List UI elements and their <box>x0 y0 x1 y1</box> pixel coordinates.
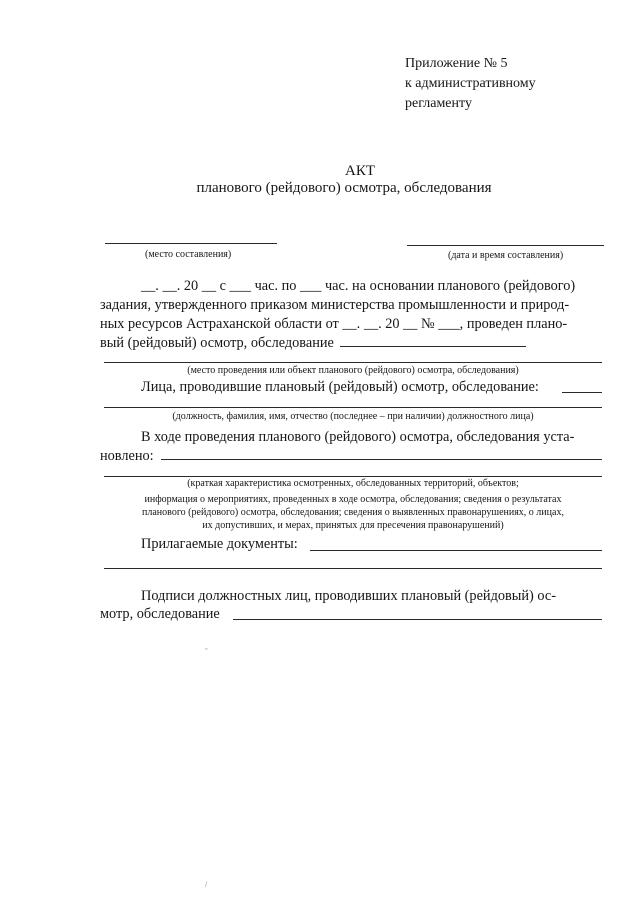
body-line-1: __. __. 20 __ с ___ час. по ___ час. на основании планового (рейдового) <box>141 278 576 294</box>
appendix-block <box>405 54 536 114</box>
inspection-place-caption: (место проведения или объект планового (рейдового) осмотра, обследования) <box>187 365 519 376</box>
established-caption-2: информация о мероприятиях, проведенных в ходе осмотра, обследования; сведения о результатах <box>144 494 562 505</box>
established-caption-4: их допустивших, и мерах, принятых для пресечения правонарушений) <box>202 520 504 531</box>
persons-caption: (должность, фамилия, имя, отчество (последнее – при наличии) должностного лица) <box>172 411 534 422</box>
document-title: АКТ <box>345 163 375 179</box>
attached-docs-field-line-1[interactable] <box>310 550 602 551</box>
persons-field-line-2[interactable] <box>104 407 602 408</box>
established-line-2: новлено: <box>100 448 154 464</box>
body-line-4: вый (рейдовый) осмотр, обследование <box>100 335 334 351</box>
appendix-line-2: к административному <box>405 76 536 91</box>
attached-docs-field-line-2[interactable] <box>104 568 602 569</box>
place-caption: (место составления) <box>145 249 232 260</box>
datetime-caption: (дата и время составления) <box>448 250 564 261</box>
signatures-field-line[interactable] <box>233 619 602 620</box>
appendix-number: Приложение № 5 <box>405 56 508 71</box>
persons-field-line-1[interactable] <box>562 392 602 393</box>
attached-docs-label: Прилагаемые документы: <box>141 536 298 552</box>
signatures-line-1: Подписи должностных лиц, проводивших плановый (рейдовый) ос- <box>141 588 556 604</box>
established-field-line-1[interactable] <box>161 459 602 460</box>
persons-label: Лица, проводившие плановый (рейдовый) осмотр, обследование: <box>141 379 539 395</box>
inspection-field-line-2[interactable] <box>104 362 602 363</box>
body-line-3: ных ресурсов Астраханской области от __. __. 20 __ № ___, проведен плано- <box>100 316 568 332</box>
established-caption-1: (краткая характеристика осмотренных, обследованных территорий, объектов; <box>187 478 519 489</box>
established-line-1: В ходе проведения планового (рейдового) осмотра, обследования уста- <box>141 429 575 445</box>
scan-speck: / <box>205 880 208 889</box>
datetime-field-line[interactable] <box>407 245 604 246</box>
document-subtitle: планового (рейдового) осмотра, обследования <box>196 180 492 196</box>
signatures-line-2: мотр, обследование <box>100 606 220 622</box>
body-line-2: задания, утвержденного приказом министерства промышленности и природ- <box>100 297 570 313</box>
established-field-line-2[interactable] <box>104 476 602 477</box>
place-field-line[interactable] <box>105 243 277 244</box>
inspection-field-line-1[interactable] <box>340 346 526 347</box>
appendix-line-3: регламенту <box>405 96 472 111</box>
scan-speck: ˇ <box>205 647 208 656</box>
established-caption-3: планового (рейдового) осмотра, обследования; сведения о выявленных правонарушениях, о лицах, <box>142 507 564 518</box>
